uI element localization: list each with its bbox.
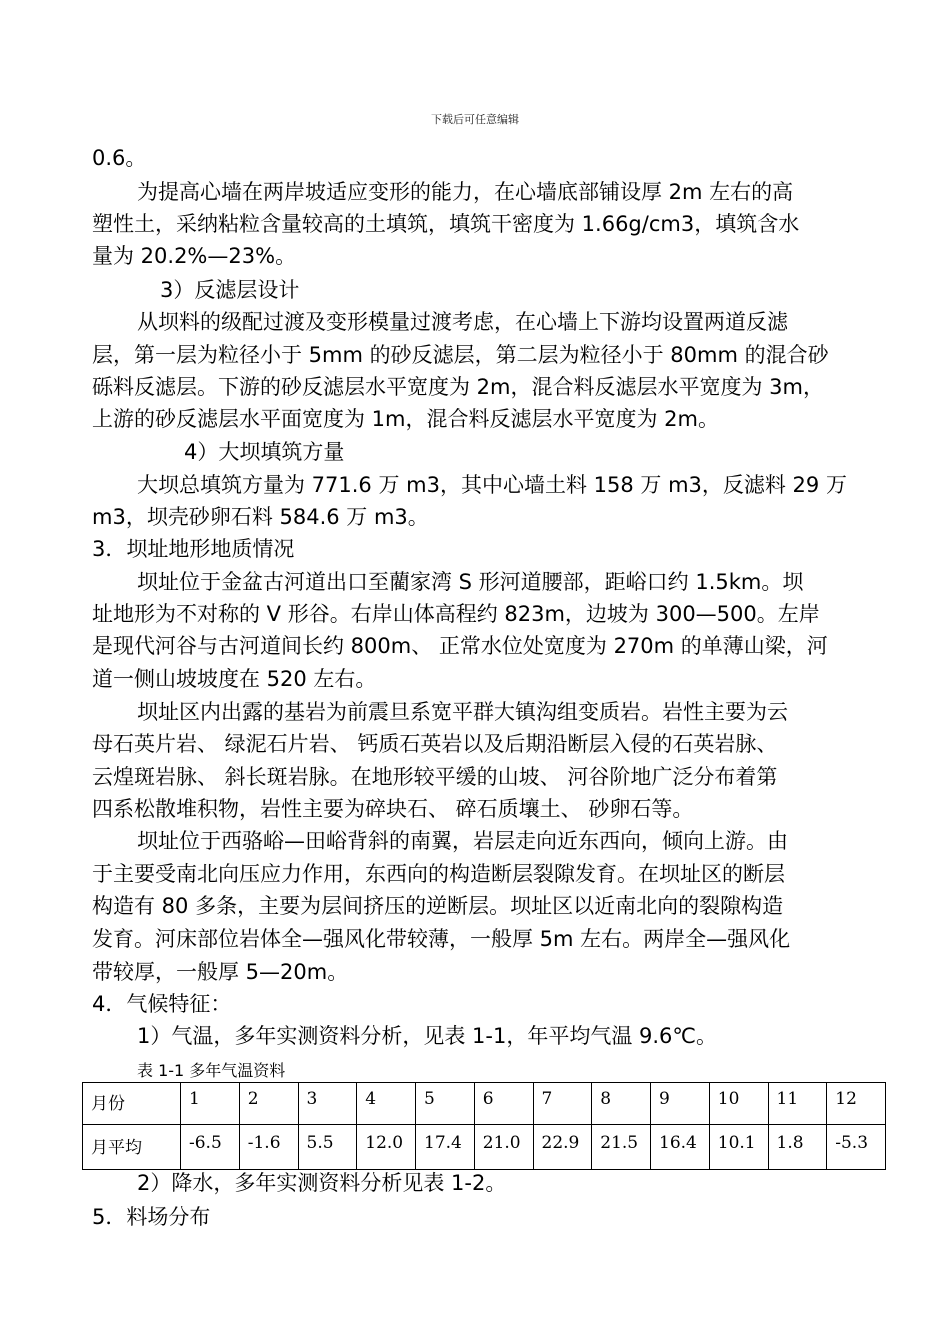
- text-line: 量为 20.2%—23%。: [92, 244, 297, 268]
- table-cell: 6: [474, 1083, 533, 1125]
- section-heading: 4．气候特征：: [92, 992, 232, 1016]
- table-cell: 4: [357, 1083, 416, 1125]
- table-cell: 1: [181, 1083, 240, 1125]
- text-line: 0.6。: [92, 146, 147, 170]
- text-line: m3，坝壳砂卵石料 584.6 万 m3。: [92, 505, 429, 529]
- section-heading: 3）反滤层设计: [160, 278, 300, 302]
- table-cell: 8: [592, 1083, 651, 1125]
- text-line: 坝址位于金盆古河道出口至藺家湾 S 形河道腰部，距峪口约 1.5km。坝: [137, 570, 804, 594]
- text-line: 砾料反滤层。下游的砂反滤层水平宽度为 2m，混合料反滤层水平宽度为 3m，: [92, 375, 824, 399]
- table-cell: 3: [298, 1083, 357, 1125]
- table-cell: 10.1: [709, 1125, 768, 1170]
- table-cell: -5.3: [827, 1125, 886, 1170]
- table-cell: 5.5: [298, 1125, 357, 1170]
- table-cell: 21.5: [592, 1125, 651, 1170]
- text-line: 为提高心墙在两岸坡适应变形的能力，在心墙底部铺设厚 2m 左右的高: [137, 180, 794, 204]
- table-cell: 12: [827, 1083, 886, 1125]
- text-line: 坝址位于西骆峪—田峪背斜的南翼，岩层走向近东西向，倾向上游。由: [137, 829, 788, 853]
- text-line: 带较厚，一般厚 5—20m。: [92, 960, 349, 984]
- text-line: 道一侧山坡坡度在 520 左右。: [92, 667, 377, 691]
- table-cell: -1.6: [239, 1125, 298, 1170]
- table-cell: 10: [709, 1083, 768, 1125]
- text-line: 上游的砂反滤层水平面宽度为 1m，混合料反滤层水平宽度为 2m。: [92, 407, 719, 431]
- text-line: 是现代河谷与古河道间长约 800m、 正常水位处宽度为 270m 的单薄山梁，河: [92, 634, 828, 658]
- table-cell: 21.0: [474, 1125, 533, 1170]
- table-cell-label: 月平均: [83, 1125, 181, 1170]
- table-cell: 16.4: [651, 1125, 710, 1170]
- section-heading: 4）大坝填筑方量: [184, 440, 345, 464]
- table-row: [83, 1125, 886, 1170]
- table-cell: 22.9: [533, 1125, 592, 1170]
- text-line: 云煌斑岩脉、 斜长斑岩脉。在地形较平缓的山坡、 河谷阶地广泛分布着第: [92, 765, 778, 789]
- text-line: 坝址区内出露的基岩为前震旦系宽平群大镇沟组变质岩。岩性主要为云: [137, 700, 788, 724]
- table-cell: 12.0: [357, 1125, 416, 1170]
- section-heading: 3．坝址地形地质情况: [92, 537, 295, 561]
- table-cell: 17.4: [416, 1125, 475, 1170]
- text-line: 构造有 80 多条，主要为层间挤压的逆断层。坝址区以近南北向的裂隙构造: [92, 894, 784, 918]
- section-heading: 5．料场分布: [92, 1205, 211, 1229]
- text-line: 层，第一层为粒径小于 5mm 的砂反滤层，第二层为粒径小于 80mm 的混合砂: [92, 343, 829, 367]
- page-header: 下载后可任意编辑: [431, 113, 519, 126]
- text-line: 母石英片岩、 绿泥石片岩、 钙质石英岩以及后期沿断层入侵的石英岩脉、: [92, 732, 778, 756]
- table-cell: 7: [533, 1083, 592, 1125]
- text-line: 2）降水，多年实测资料分析见表 1-2。: [137, 1171, 507, 1195]
- table-cell: 1.8: [768, 1125, 827, 1170]
- table-caption: 表 1-1 多年气温资料: [137, 1061, 286, 1080]
- text-line: 1）气温，多年实测资料分析，见表 1-1，年平均气温 9.6℃。: [137, 1024, 717, 1048]
- table-cell: 2: [239, 1083, 298, 1125]
- temperature-table: [82, 1082, 886, 1170]
- table-cell: 9: [651, 1083, 710, 1125]
- text-line: 于主要受南北向压应力作用，东西向的构造断层裂隙发育。在坝址区的断层: [92, 862, 785, 886]
- text-line: 从坝料的级配过渡及变形模量过渡考虑，在心墙上下游均设置两道反滤: [137, 310, 788, 334]
- text-line: 四系松散堆积物，岩性主要为碎块石、 碎石质壤土、 砂卵石等。: [92, 797, 694, 821]
- table-cell-label: 月份: [83, 1083, 181, 1125]
- text-line: 发育。河床部位岩体全—强风化带较薄，一般厚 5m 左右。两岸全—强风化: [92, 927, 791, 951]
- text-line: 址地形为不对称的 V 形谷。右岸山体高程约 823m，边坡为 300—500。左岸: [92, 602, 820, 626]
- table-cell: 11: [768, 1083, 827, 1125]
- text-line: 大坝总填筑方量为 771.6 万 m3，其中心墙土料 158 万 m3，反滤料 29 万: [137, 473, 847, 497]
- table-cell: 5: [416, 1083, 475, 1125]
- text-line: 塑性土，采纳粘粒含量较高的土填筑，填筑干密度为 1.66g/cm3，填筑含水: [92, 212, 800, 236]
- table-row: [83, 1083, 886, 1125]
- table-cell: -6.5: [181, 1125, 240, 1170]
